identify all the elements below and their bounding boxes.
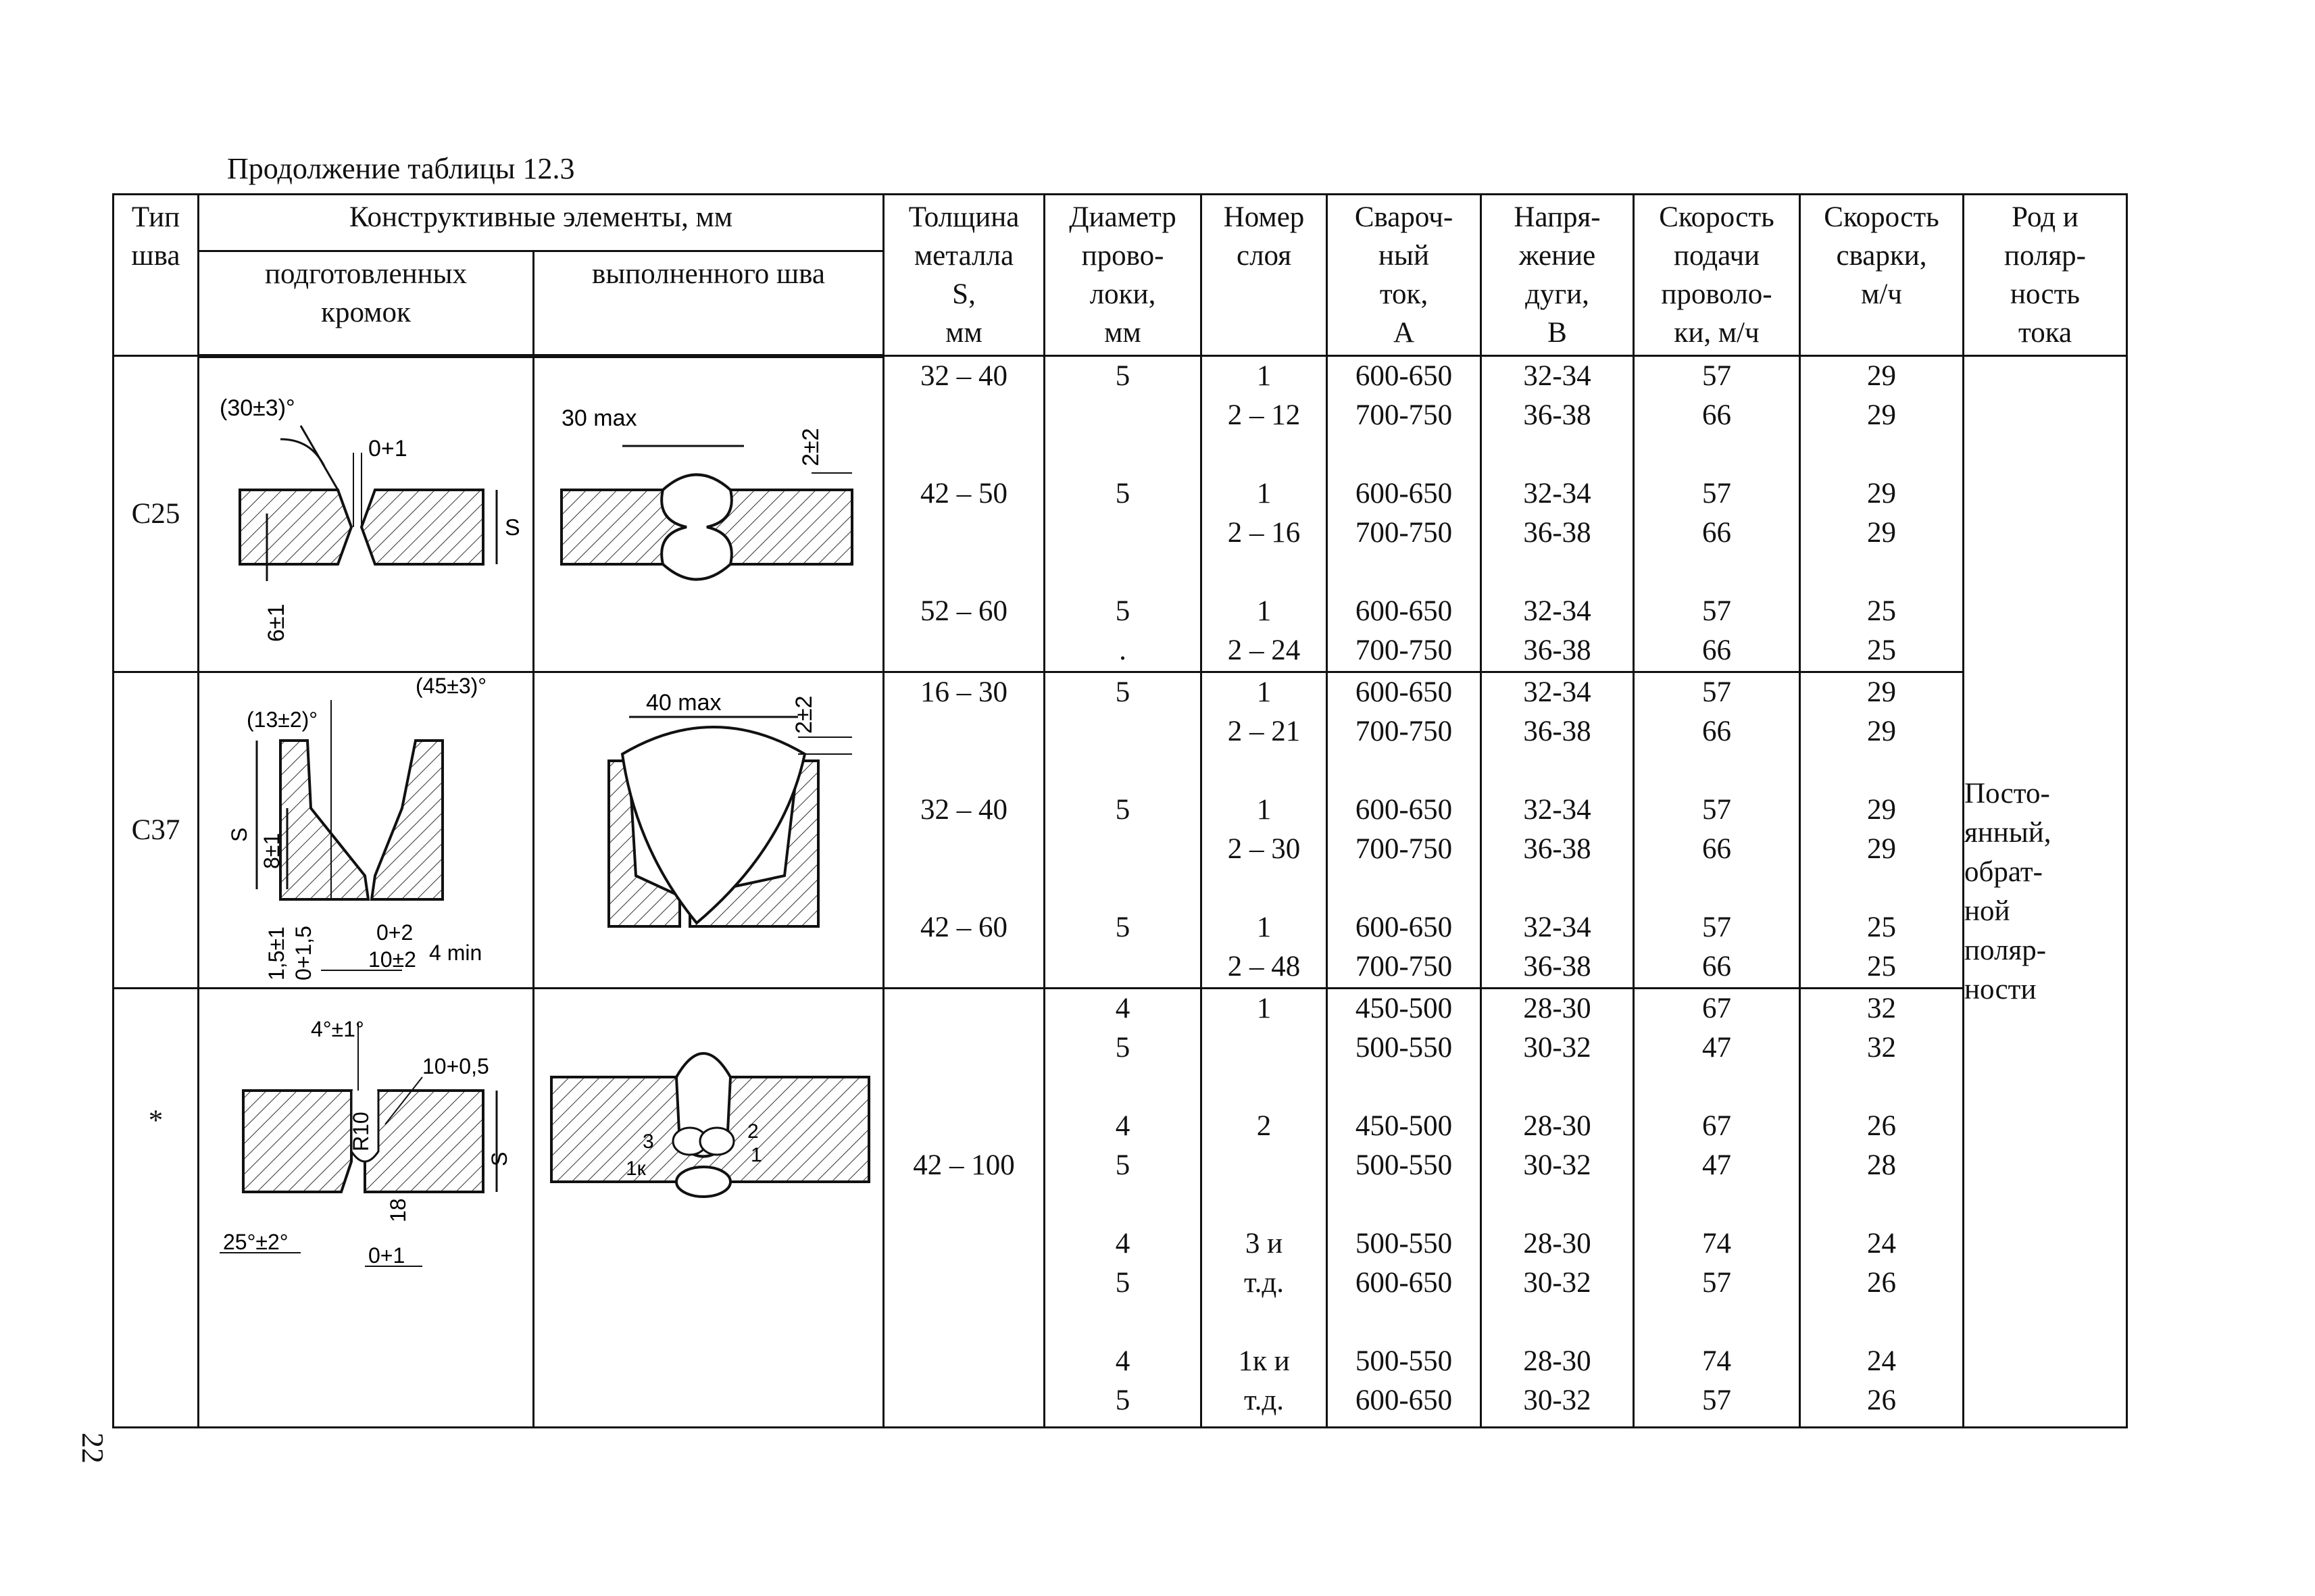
weld-type-cell: С37	[114, 672, 199, 989]
weld-type-cell: *	[114, 989, 199, 1428]
sketch-finished-star	[534, 989, 884, 1428]
label-bevel-angle: 25°±2°	[223, 1230, 289, 1254]
label-depth: 8±1	[259, 832, 284, 869]
label-angle: (30±3)°	[220, 395, 295, 421]
page-number: 22	[76, 1432, 110, 1464]
label-gap: 0+1	[368, 435, 407, 462]
diameter-cell: 5 5 5	[1045, 672, 1201, 989]
header-constructive: Конструктивные элементы, мм	[199, 195, 884, 251]
label-max-width: 30 max	[562, 405, 637, 431]
sketch-finished-c37	[534, 672, 884, 989]
label-layer-1k: 1к	[626, 1157, 646, 1180]
label-min: 4 min	[429, 941, 482, 965]
header-finished-weld: выполненного шва	[534, 251, 884, 355]
current-cell: 600-650 700-750 600-650 700-750 600-650 700-750	[1327, 672, 1481, 989]
header-weld-speed: Скорость сварки, м/ч	[1800, 195, 1964, 356]
label-radius: R10	[349, 1112, 373, 1151]
header-polarity: Род и поляр- ность тока	[1964, 195, 2127, 356]
label-layer-3: 3	[643, 1130, 654, 1153]
current-cell: 600-650 700-750 600-650 700-750 600-650 700-750	[1327, 356, 1481, 672]
thickness-cell: 32 – 40 42 – 50 52 – 60	[884, 356, 1045, 672]
speed-cell: 29 29 29 29 25 25	[1800, 356, 1964, 672]
label-reinforcement: 2±2	[798, 428, 824, 466]
header-thickness: Толщина металла S, мм	[884, 195, 1045, 356]
label-angle: 4°±1°	[311, 1017, 364, 1041]
diameter-cell: 4 5 4 5 4 5 4 5	[1045, 989, 1201, 1428]
speed-cell: 32 32 26 28 24 26 24 26	[1800, 989, 1964, 1428]
header-current: Свароч- ный ток, А	[1327, 195, 1481, 356]
voltage-cell: 32-34 36-38 32-34 36-38 32-34 36-38	[1481, 672, 1634, 989]
thickness-cell: 42 – 100	[884, 989, 1045, 1428]
label-root: 1,5±1	[264, 926, 289, 980]
label-gap: 0+2	[376, 920, 414, 945]
sketch-prepared-star	[199, 989, 534, 1428]
label-root-gap: 0+1,5	[291, 926, 316, 980]
label-land: 10+0,5	[422, 1054, 489, 1078]
welding-parameters-table	[112, 193, 2128, 1428]
header-layer: Номер слоя	[1201, 195, 1327, 356]
label-depth: 18	[386, 1198, 410, 1222]
table-row	[114, 356, 2127, 672]
voltage-cell: 28-30 30-32 28-30 30-32 28-30 30-32 28-30 30-32	[1481, 989, 1634, 1428]
label-max-width: 40 max	[646, 690, 722, 716]
header-type: Тип шва	[114, 195, 199, 356]
layer-cell: 1 2 3 и т.д. 1к и т.д.	[1201, 989, 1327, 1428]
sketch-finished-c25	[534, 356, 884, 672]
label-width: 10±2	[368, 947, 416, 972]
feed-cell: 57 66 57 66 57 66	[1634, 356, 1800, 672]
table-row	[114, 672, 2127, 989]
header-feed-speed: Скорость подачи проволо- ки, м/ч	[1634, 195, 1800, 356]
label-angle-13: (13±2)°	[247, 707, 318, 732]
header-voltage: Напря- жение дуги, В	[1481, 195, 1634, 356]
label-layer-2: 2	[747, 1120, 759, 1143]
label-s: S	[505, 514, 520, 541]
header-prepared-edges: подготовленных кромок	[199, 251, 534, 355]
diameter-cell: 5 5 5 .	[1045, 356, 1201, 672]
thickness-cell: 16 – 30 32 – 40 42 – 60	[884, 672, 1045, 989]
label-s: S	[487, 1151, 512, 1166]
label-layer-1: 1	[751, 1144, 762, 1166]
table-caption: Продолжение таблицы 12.3	[227, 152, 575, 185]
weld-type-cell: С25	[114, 356, 199, 672]
label-reinforcement: 2±2	[791, 695, 817, 734]
sketch-prepared-c37	[199, 672, 534, 989]
header-wire-diameter: Диаметр прово- локи, мм	[1045, 195, 1201, 356]
layer-cell: 1 2 – 21 1 2 – 30 1 2 – 48	[1201, 672, 1327, 989]
speed-cell: 29 29 29 29 25 25	[1800, 672, 1964, 989]
sketch-prepared-c25	[199, 356, 534, 672]
label-angle-45: (45±3)°	[416, 674, 487, 698]
voltage-cell: 32-34 36-38 32-34 36-38 32-34 36-38	[1481, 356, 1634, 672]
polarity-cell: Посто- янный, обрат- ной поляр- ности	[1964, 356, 2127, 1428]
table-row	[114, 989, 2127, 1428]
label-s: S	[227, 827, 251, 842]
current-cell: 450-500 500-550 450-500 500-550 500-550 600-650 500-550 600-650	[1327, 989, 1481, 1428]
feed-cell: 67 47 67 47 74 57 74 57	[1634, 989, 1800, 1428]
label-gap: 0+1	[368, 1243, 405, 1268]
layer-cell: 1 2 – 12 1 2 – 16 1 2 – 24	[1201, 356, 1327, 672]
label-root: 6±1	[264, 603, 289, 642]
feed-cell: 57 66 57 66 57 66	[1634, 672, 1800, 989]
